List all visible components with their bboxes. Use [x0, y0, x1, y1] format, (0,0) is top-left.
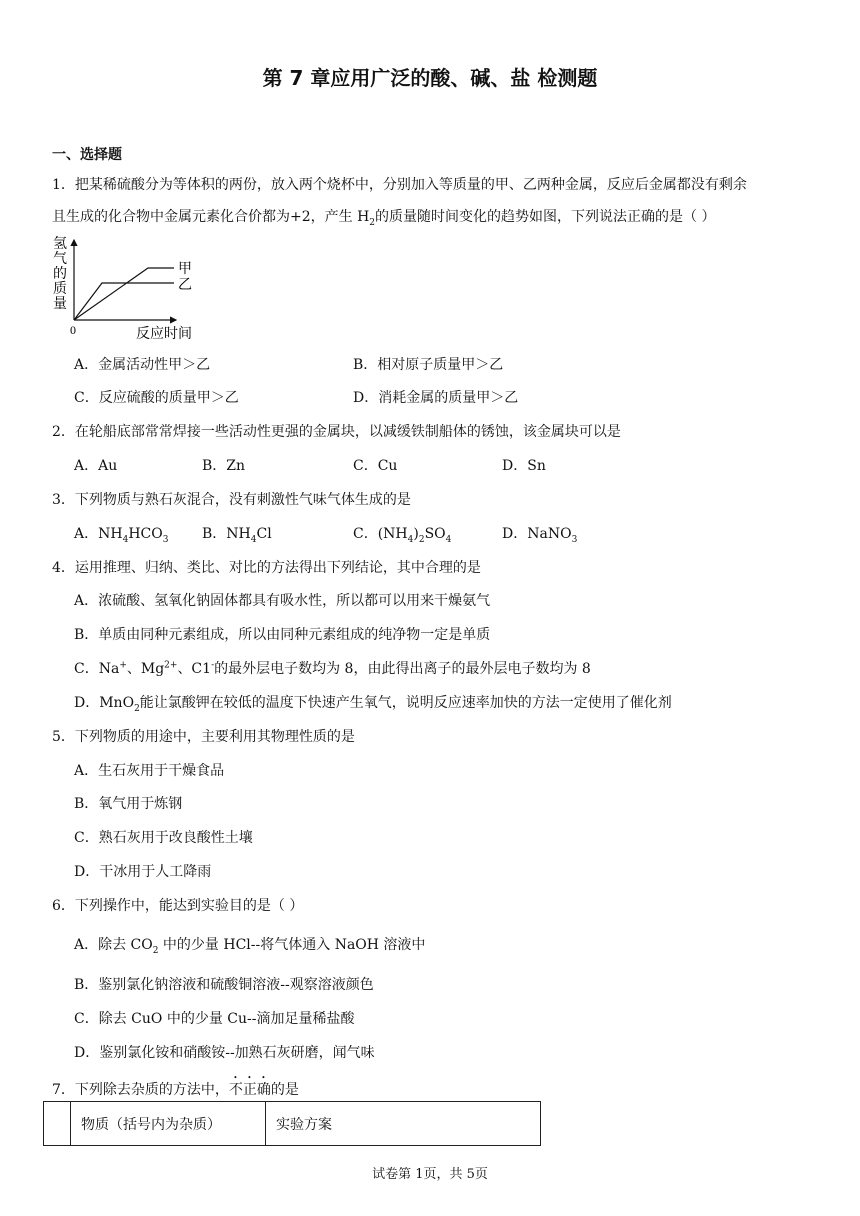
q5-option-d[interactable]: D．干冰用于人工降雨: [74, 864, 212, 880]
q3-option-d[interactable]: D．NaNO$_3$: [502, 526, 578, 545]
y-label-2: 气: [53, 252, 67, 267]
series-line-yi: [74, 283, 174, 320]
x-axis-label: 反应时间: [136, 327, 192, 342]
table-header-substance: 物质（括号内为杂质）: [71, 1102, 266, 1146]
page-footer: 试卷第 1页，共 5页: [372, 1167, 488, 1182]
table-header-plan: 实验方案: [266, 1102, 541, 1146]
y-label-5: 量: [53, 297, 67, 312]
q3-option-a[interactable]: A．$NH_4HCO_3$: [74, 526, 169, 545]
q1-option-c[interactable]: C．反应硫酸的质量甲＞乙: [74, 390, 239, 406]
series-line-jia: [74, 268, 174, 320]
y-label-4: 质: [53, 282, 67, 297]
table-header-blank: [44, 1102, 71, 1146]
impurity-removal-table: [43, 1101, 541, 1146]
y-label-1: 氢: [53, 237, 67, 252]
q2-option-c[interactable]: C．Cu: [353, 458, 398, 474]
q2-option-a[interactable]: A．Au: [74, 458, 118, 474]
page-title: 第 7 章应用广泛的酸、碱、盐 检测题: [262, 66, 598, 90]
q4-option-c[interactable]: C．Na+、$Mg^{2+}$、C1-的最外层电子数均为 8，由此得出离子的最外层电子数均为 8: [74, 660, 591, 677]
hydrogen-mass-graph: [52, 234, 212, 344]
q2-option-d[interactable]: D．Sn: [502, 458, 546, 474]
origin-label: 0: [70, 323, 76, 337]
question-4-text: 4．运用推理、归纳、类比、对比的方法得出下列结论，其中合理的是: [52, 560, 481, 576]
q6-option-d[interactable]: D．鉴别氯化铵和硝酸铵--加熟石灰研磨，闻气味: [74, 1045, 375, 1061]
q4-option-a[interactable]: A．浓硫酸、氢氧化钠固体都具有吸水性，所以都可以用来干燥氨气: [74, 593, 491, 609]
section-heading: 一、选择题: [52, 147, 122, 163]
question-1-line-2: 且生成的化合物中金属元素化合价都为+2，产生 $H_2$的质量随时间变化的趋势如图，下列说法正确的是（ ）: [52, 209, 716, 228]
q4-option-b[interactable]: B．单质由同种元素组成，所以由同种元素组成的纯净物一定是单质: [74, 627, 491, 643]
q2-option-b[interactable]: B．Zn: [202, 458, 246, 474]
q3-option-b[interactable]: B．$NH_4Cl$: [202, 526, 272, 545]
question-5-text: 5．下列物质的用途中，主要利用其物理性质的是: [52, 729, 355, 745]
q6-option-b[interactable]: B．鉴别氯化钠溶液和硫酸铜溶液--观察溶液颜色: [74, 977, 374, 993]
q6-option-a[interactable]: A．除去 $CO_2$ 中的少量 HCl--将气体通入 NaOH 溶液中: [74, 937, 426, 956]
emphasis-not-correct: 不正确: [228, 1082, 271, 1098]
q6-option-c[interactable]: C．除去 CuO 中的少量 Cu--滴加足量稀盐酸: [74, 1011, 355, 1027]
q3-option-c[interactable]: C．$(NH_4)_2SO_4$: [353, 526, 452, 545]
table-header-row: [44, 1102, 541, 1146]
question-7-text: 7．下列除去杂质的方法中，不正确的是: [52, 1082, 299, 1098]
q5-option-a[interactable]: A．生石灰用于干燥食品: [74, 763, 225, 779]
q5-option-c[interactable]: C．熟石灰用于改良酸性土壤: [74, 830, 253, 846]
q1-option-a[interactable]: A．金属活动性甲＞乙: [74, 357, 211, 373]
question-3-text: 3．下列物质与熟石灰混合，没有刺激性气味气体生成的是: [52, 492, 411, 508]
y-label-3: 的: [53, 267, 67, 282]
series-label-yi: 乙: [178, 278, 192, 293]
q4-option-d[interactable]: D．MnO$_2$能让氯酸钾在较低的温度下快速产生氧气，说明反应速率加快的方法一定使用了催化剂: [74, 695, 672, 714]
q1-option-d[interactable]: D．消耗金属的质量甲＞乙: [353, 390, 519, 406]
question-1-line-1: 1．把某稀硫酸分为等体积的两份，放入两个烧杯中，分别加入等质量的甲、乙两种金属，反应后金属都没有剩余: [52, 177, 747, 193]
question-2-text: 2．在轮船底部常常焊接一些活动性更强的金属块，以减缓铁制船体的锈蚀，该金属块可以是: [52, 424, 621, 440]
question-6-text: 6．下列操作中，能达到实验目的是（ ）: [52, 898, 304, 914]
q1-option-b[interactable]: B．相对原子质量甲＞乙: [353, 357, 504, 373]
series-label-jia: 甲: [178, 262, 192, 277]
q5-option-b[interactable]: B．氧气用于炼钢: [74, 796, 183, 812]
